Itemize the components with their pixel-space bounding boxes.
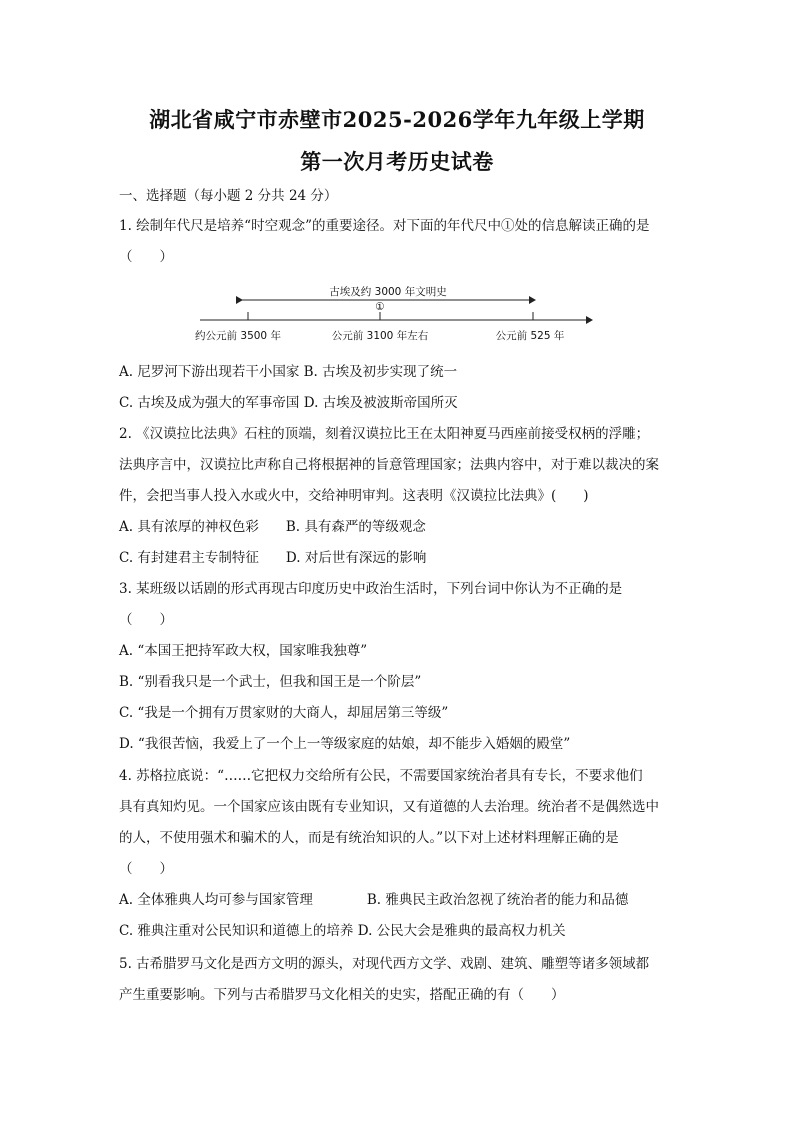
q3-stem-line: （ ） (119, 612, 173, 628)
q4-option-line: C. 雅典注重对公民知识和道德上的培养 D. 公民大会是雅典的最高权力机关 (119, 923, 566, 939)
section-heading: 一、选择题（每小题 2 分共 24 分） (119, 188, 338, 204)
span-label: 古埃及约 3000 年文明史 (329, 286, 447, 298)
tick-label: 约公元前 3500 年 (195, 330, 281, 342)
tick-label: 公元前 525 年 (495, 330, 565, 342)
q1-stem-line: （ ） (119, 249, 173, 265)
q5-stem-line: 5. 古希腊罗马文化是西方文明的源头，对现代西方文学、戏剧、建筑、雕塑等诸多领域都 (119, 956, 650, 972)
exam-title: 湖北省咸宁市赤壁市2025-2026学年九年级上学期 (149, 107, 645, 132)
exam-subtitle: 第一次月考历史试卷 (300, 149, 494, 174)
timeline-figure (195, 284, 600, 344)
q4-stem-line: （ ） (119, 861, 173, 877)
q1-option-line: A. 尼罗河下游出现若干小国家 B. 古埃及初步实现了统一 (119, 364, 458, 380)
q1-stem-line: 1. 绘制年代尺是培养“时空观念”的重要途径。对下面的年代尺中①处的信息解读正确的是 (119, 218, 650, 234)
q4-option-line: A. 全体雅典人均可参与国家管理 B. 雅典民主政治忽视了统治者的能力和品德 (119, 892, 629, 908)
q3-option-line: A. “本国王把持军政大权，国家唯我独尊” (119, 643, 368, 659)
q4-stem-line: 的人，不使用强术和骗术的人，而是有统治知识的人。”以下对上述材料理解正确的是 (119, 830, 619, 846)
q2-option-line: A. 具有浓厚的神权色彩 B. 具有森严的等级观念 (119, 519, 426, 535)
q4-stem-line: 具有真知灼见。一个国家应该由既有专业知识，又有道德的人去治理。统治者不是偶然选中 (119, 799, 659, 815)
q5-stem-line: 产生重要影响。下列与古希腊罗马文化相关的史实，搭配正确的有（ ） (119, 987, 565, 1003)
q2-stem-line: 法典序言中，汉谟拉比声称自己将根据神的旨意管理国家；法典内容中，对于难以裁决的案 (119, 457, 659, 473)
q3-option-line: C. “我是一个拥有万贯家财的大商人，却屈居第三等级” (119, 705, 449, 721)
q3-stem-line: 3. 某班级以话剧的形式再现古印度历史中政治生活时，下列台词中你认为不正确的是 (119, 581, 623, 597)
q3-option-line: B. “别看我只是一个武士，但我和国王是一个阶层” (119, 674, 422, 690)
q2-option-line: C. 有封建君主专制特征 D. 对后世有深远的影响 (119, 550, 427, 566)
q2-stem-line: 件，会把当事人投入水或火中，交给神明审判。这表明《汉谟拉比法典》( ) (119, 488, 589, 504)
q3-option-line: D. “我很苦恼，我爱上了一个上一等级家庭的姑娘，却不能步入婚姻的殿堂” (119, 736, 571, 752)
tick-label: 公元前 3100 年左右 (331, 330, 429, 342)
q1-option-line: C. 古埃及成为强大的军事帝国 D. 古埃及被波斯帝国所灭 (119, 395, 458, 411)
q4-stem-line: 4. 苏格拉底说：“……它把权力交给所有公民，不需要国家统治者具有专长，不要求他们 (119, 768, 643, 784)
q2-stem-line: 2. 《汉谟拉比法典》石柱的顶端，刻着汉谟拉比王在太阳神夏马西座前接受权柄的浮雕； (119, 426, 650, 442)
marker-circled-one: ① (375, 301, 385, 313)
